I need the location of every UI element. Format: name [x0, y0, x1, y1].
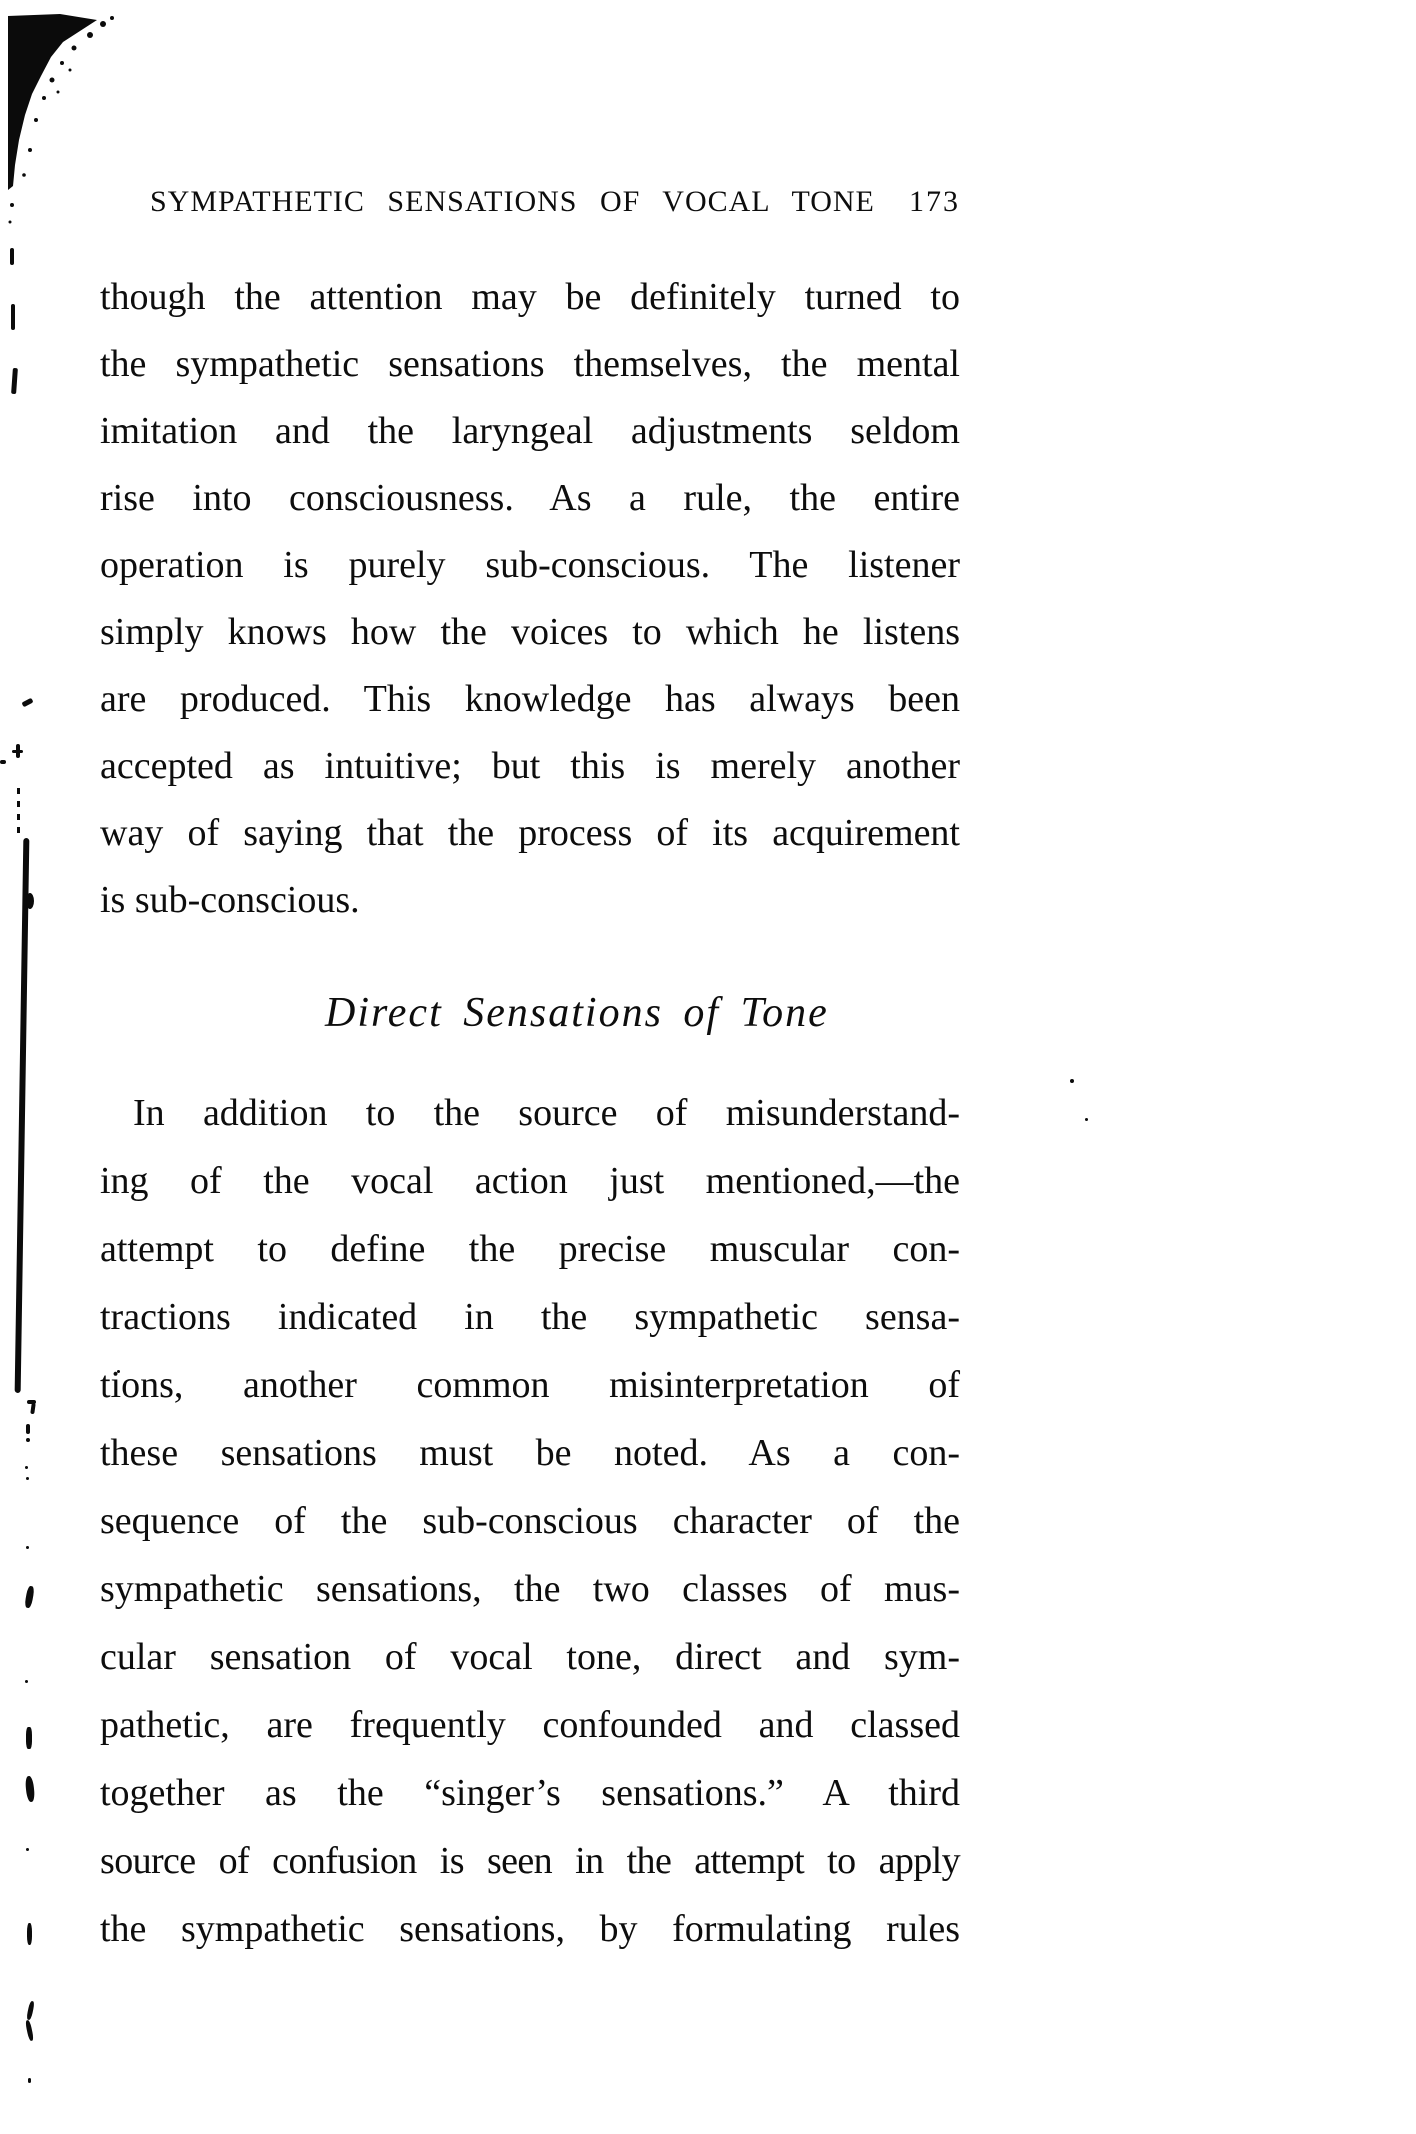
margin-mark	[30, 1403, 35, 1414]
body-line: the sympathetic sensations, by formulating rules	[100, 1908, 960, 1950]
margin-mark	[21, 698, 33, 708]
margin-mark	[25, 1680, 28, 1683]
body-line: is sub-conscious.	[100, 879, 360, 921]
body-line: source of confusion is seen in the attempt to apply	[100, 1840, 960, 1882]
body-line: pathetic, are frequently confounded and classed	[100, 1704, 960, 1746]
running-header	[150, 182, 960, 222]
margin-mark	[26, 1424, 30, 1434]
margin-mark	[26, 1477, 29, 1480]
section-heading: Direct Sensations of Tone	[325, 990, 829, 1036]
margin-mark	[26, 893, 34, 909]
speck	[1085, 1118, 1088, 1121]
margin-mark	[26, 1438, 30, 1442]
body-line: these sensations must be noted. As a con-	[100, 1432, 960, 1474]
body-line: tions, another common misinterpretation of	[100, 1364, 960, 1406]
body-line: sequence of the sub-conscious character of the	[100, 1500, 960, 1542]
margin-mark	[25, 1776, 36, 1803]
body-line: together as the “singer’s sensations.” A third	[100, 1772, 960, 1814]
page-number: 173	[909, 185, 960, 218]
margin-mark	[25, 2020, 34, 2042]
margin-mark	[10, 248, 14, 265]
body-line: attempt to define the precise muscular con-	[100, 1228, 960, 1270]
margin-mark	[24, 1586, 35, 1609]
margin-mark	[26, 1546, 29, 1549]
body-line: the sympathetic sensations themselves, the mental	[100, 343, 960, 385]
ink-blob-artifact	[0, 0, 140, 260]
margin-line-artifact	[15, 838, 30, 1393]
body-line: tractions indicated in the sympathetic sensa-	[100, 1296, 960, 1338]
margin-mark	[26, 2001, 35, 2021]
margin-mark	[12, 750, 23, 753]
paragraph-1	[100, 264, 960, 934]
margin-mark	[0, 760, 6, 764]
body-line: accepted as intuitive; but this is merely another	[100, 745, 960, 787]
body-line: ing of the vocal action just mentioned,—the	[100, 1160, 960, 1202]
speck	[1070, 1079, 1074, 1083]
body-line: way of saying that the process of its acquirement	[100, 812, 960, 854]
margin-mark	[25, 1466, 28, 1469]
margin-mark	[27, 1923, 32, 1945]
margin-mark	[17, 788, 20, 836]
body-line: simply knows how the voices to which he listens	[100, 611, 960, 653]
margin-mark	[11, 304, 15, 330]
margin-mark	[11, 368, 18, 394]
body-line: operation is purely sub-conscious. The listener	[100, 544, 960, 586]
paragraph-2	[100, 1079, 960, 1963]
body-line: rise into consciousness. As a rule, the entire	[100, 477, 960, 519]
body-line: are produced. This knowledge has always been	[100, 678, 960, 720]
body-line: though the attention may be definitely turned to	[100, 276, 960, 318]
running-header-title: SYMPATHETIC SENSATIONS OF VOCAL TONE	[150, 185, 875, 218]
body-line: In addition to the source of misunderstand-	[133, 1092, 960, 1134]
body-line: sympathetic sensations, the two classes of mus-	[100, 1568, 960, 1610]
margin-mark	[28, 2078, 31, 2083]
body-line: cular sensation of vocal tone, direct and sym-	[100, 1636, 960, 1678]
margin-mark	[26, 1848, 29, 1851]
body-line: imitation and the laryngeal adjustments seldom	[100, 410, 960, 452]
margin-mark	[26, 1727, 32, 1749]
